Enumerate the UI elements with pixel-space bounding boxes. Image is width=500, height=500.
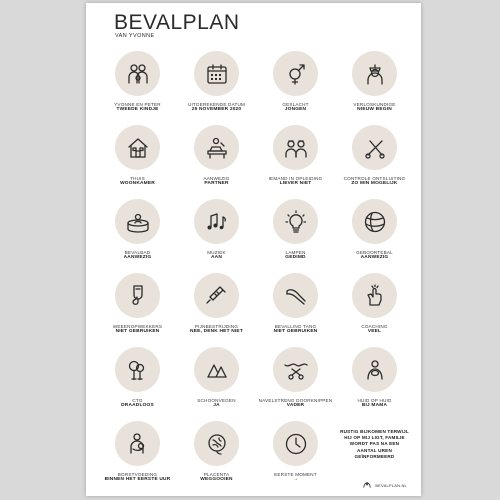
item-label: NAVELSTRENG DOORKNIPPEN xyxy=(258,398,333,403)
item-value: GEDIMD xyxy=(285,255,306,261)
item-label: AANWEZIG xyxy=(203,176,230,181)
plan-grid xyxy=(98,49,414,493)
plan-item xyxy=(256,419,335,493)
page-title: BEVALPLAN xyxy=(114,11,240,34)
item-value: WOONKAMER xyxy=(120,181,155,187)
item-value: TWEEDE KINDJE xyxy=(116,107,159,113)
item-value: NIET GEBRUIKEN xyxy=(115,329,160,335)
scissors-icon xyxy=(352,125,397,170)
item-value: AANWEZIG xyxy=(360,255,389,261)
plan-item xyxy=(177,271,256,345)
gender-icon xyxy=(273,51,318,96)
brand xyxy=(362,481,407,489)
plan-item xyxy=(98,419,177,493)
item-label: IEMAND IN OPLEIDING xyxy=(268,176,323,181)
parents-icon xyxy=(115,51,160,96)
item-value: AANWEZIG xyxy=(123,255,152,261)
trainees-icon xyxy=(273,125,318,170)
item-label: YVONNE EN PETER xyxy=(114,102,161,107)
plan-item xyxy=(335,123,414,197)
item-label: THUIS xyxy=(130,176,145,181)
plan-item xyxy=(98,49,177,123)
midwife-icon xyxy=(352,51,397,96)
item-value: NEE, DENK HET NIET xyxy=(190,329,243,335)
cloths-icon xyxy=(194,347,239,392)
item-label: PIJNBESTRIJDING xyxy=(194,324,239,329)
item-label: HUID OP HUID xyxy=(357,398,392,403)
plan-item xyxy=(335,49,414,123)
birthing-ball-icon xyxy=(352,199,397,244)
partner-icon xyxy=(194,125,239,170)
item-label: BEVALLING TANG xyxy=(274,324,317,329)
item-label: VERLOSKUNDIGE xyxy=(353,102,396,107)
plan-item xyxy=(177,123,256,197)
item-value: LIEVER NIET xyxy=(279,181,312,187)
item-value: VEEL xyxy=(367,329,382,335)
brand-name: BEVALPLAN.NL xyxy=(375,482,407,488)
clock-icon xyxy=(273,421,318,466)
item-value: AAN xyxy=(211,255,222,261)
plan-item xyxy=(98,345,177,419)
item-label: PLACENTA xyxy=(203,472,230,477)
item-value: 25 NOVEMBER 2020 xyxy=(191,107,242,113)
item-value: NIEUW BEGIN xyxy=(357,107,392,113)
plan-note: RUSTIG BIJKOMEN TERWIJL HIJ OP MIJ LIGT, FAMILIE WORDT PAS NA EEN AANTAL UREN GEÏNFORMEERD xyxy=(340,429,409,459)
music-icon xyxy=(194,199,239,244)
item-label: EERSTE MOMENT xyxy=(274,472,317,477)
plan-item xyxy=(256,123,335,197)
lamp-icon xyxy=(273,199,318,244)
plan-item xyxy=(256,49,335,123)
calendar-icon xyxy=(194,51,239,96)
ctg-icon xyxy=(115,347,160,392)
plan-item xyxy=(98,271,177,345)
plan-item xyxy=(335,197,414,271)
birth-plan-poster xyxy=(86,3,421,496)
item-label: COACHING xyxy=(361,324,388,329)
plan-item xyxy=(98,123,177,197)
plan-item xyxy=(335,271,414,345)
item-label: WEEENOPWEKKERS xyxy=(112,324,163,329)
plan-item xyxy=(256,345,335,419)
item-value: NIET GEBRUIKEN xyxy=(273,329,318,335)
birthing-pool-icon xyxy=(115,199,160,244)
item-value: WEGGOOIEN xyxy=(200,477,233,483)
item-value: BINNEN HET EERSTE UUR xyxy=(104,477,171,483)
item-value: ZO MIN MOGELIJK xyxy=(351,181,398,187)
item-label: CONTROLE ONTSLUITING xyxy=(343,176,406,181)
placenta-icon xyxy=(194,421,239,466)
plan-item xyxy=(177,197,256,271)
plan-item xyxy=(177,345,256,419)
house-icon xyxy=(115,125,160,170)
arrow-icon: → xyxy=(293,477,298,483)
item-value: PARTNER xyxy=(204,181,229,187)
item-label: GEBOORTEBAL xyxy=(356,250,393,255)
brand-logo-icon xyxy=(362,481,372,489)
umbilical-cord-icon xyxy=(273,347,318,392)
item-label: SCHOONVEGEN xyxy=(197,398,236,403)
item-label: BEVALBAD xyxy=(124,250,151,255)
item-value: JA xyxy=(213,403,220,409)
plan-item xyxy=(256,197,335,271)
plan-item xyxy=(98,197,177,271)
item-label: UITGEREKENDE DATUM xyxy=(187,102,246,107)
item-label: CTG xyxy=(132,398,143,403)
skin-to-skin-icon xyxy=(352,347,397,392)
item-label: LAMPEN xyxy=(285,250,306,255)
plan-item xyxy=(177,49,256,123)
encouragement-icon xyxy=(352,273,397,318)
plan-item xyxy=(335,345,414,419)
breastfeeding-icon xyxy=(115,421,160,466)
forceps-icon xyxy=(273,273,318,318)
item-label: GESLACHT xyxy=(282,102,309,107)
item-value: BIJ MAMA xyxy=(361,403,388,409)
plan-item xyxy=(256,271,335,345)
item-label: MUZIEK xyxy=(207,250,226,255)
item-value: JONGEN xyxy=(284,107,307,113)
item-value: VADER xyxy=(286,403,305,409)
item-label: BORSTVOEDING xyxy=(117,472,158,477)
drip-icon xyxy=(115,273,160,318)
syringe-icon xyxy=(194,273,239,318)
item-value: DRAADLOOS xyxy=(121,403,154,409)
page-subtitle: VAN YVONNE xyxy=(115,33,155,39)
plan-item xyxy=(177,419,256,493)
